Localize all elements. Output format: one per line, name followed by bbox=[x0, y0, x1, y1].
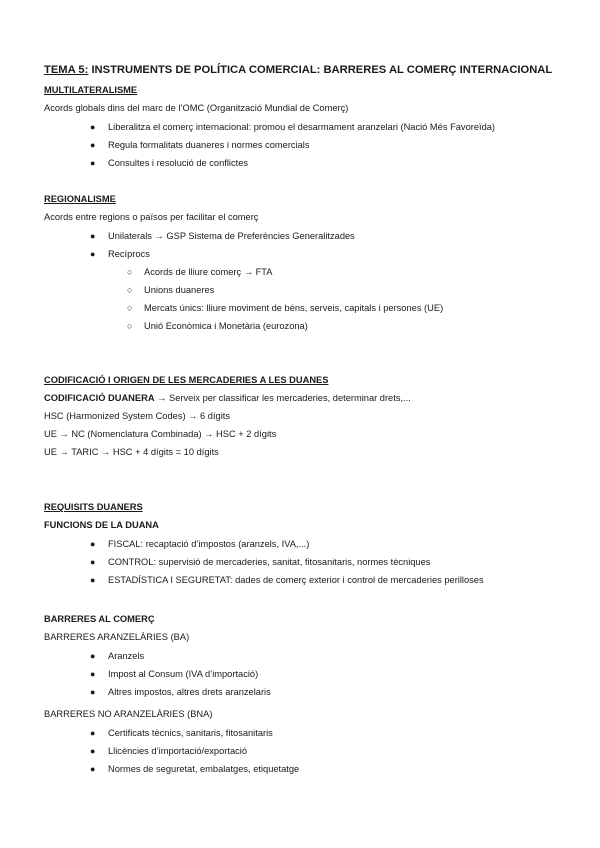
codificacio-duanera-text: → Serveix per classificar les mercaderies, determinar drets,... bbox=[154, 393, 411, 403]
bullet-icon: ● bbox=[90, 651, 96, 661]
bullet-icon: ● bbox=[90, 249, 96, 259]
codificacio-line-3: UE → NC (Nomenclatura Combinada) → HSC + 2 dígits bbox=[44, 429, 277, 439]
circle-bullet-icon: ○ bbox=[127, 321, 133, 331]
multilateralisme-intro: Acords globals dins del marc de l’OMC (Organització Mundial de Comerç) bbox=[44, 103, 349, 113]
bullet-icon: ● bbox=[90, 557, 96, 567]
list-item-text: FISCAL: recaptació d’impostos (aranzels, IVA,...) bbox=[108, 539, 310, 549]
list-item-text: Impost al Consum (IVA d’importació) bbox=[108, 669, 259, 679]
circle-bullet-icon: ○ bbox=[127, 267, 133, 277]
page-title bbox=[44, 64, 552, 76]
bullet-icon: ● bbox=[90, 122, 96, 132]
subheading-funcions: FUNCIONS DE LA DUANA bbox=[44, 520, 159, 530]
bullet-icon: ● bbox=[90, 746, 96, 756]
codificacio-line-4: UE → TARIC → HSC + 4 dígits = 10 dígits bbox=[44, 447, 219, 457]
heading-barreres: BARRERES AL COMERÇ bbox=[44, 614, 155, 624]
circle-bullet-icon: ○ bbox=[127, 285, 133, 295]
bullet-icon: ● bbox=[90, 669, 96, 679]
title-prefix: TEMA 5: bbox=[44, 64, 89, 76]
list-item-text: Unilaterals → GSP Sistema de Preferències Generalitzades bbox=[108, 231, 355, 241]
list-item-text: Altres impostos, altres drets aranzelaris bbox=[108, 687, 271, 697]
list-item-text: Normes de seguretat, embalatges, etiquetatge bbox=[108, 764, 300, 774]
list-item-text: Liberalitza el comerç internacional: promou el desarmament aranzelari (Nació Més Favoreïda) bbox=[108, 122, 496, 132]
list-item-text: Certificats tècnics, sanitaris, fitosanitaris bbox=[108, 728, 273, 738]
codificacio-line-1 bbox=[44, 392, 411, 404]
bullet-icon: ● bbox=[90, 539, 96, 549]
sub-list-item-text: Unions duaneres bbox=[144, 285, 215, 295]
regionalisme-intro: Acords entre regions o països per facilitar el comerç bbox=[44, 212, 259, 222]
list-item-text: Recíprocs bbox=[108, 249, 150, 259]
bullet-icon: ● bbox=[90, 728, 96, 738]
bullet-icon: ● bbox=[90, 764, 96, 774]
sub-list-item-text: Unió Econòmica i Monetària (eurozona) bbox=[144, 321, 308, 331]
bullet-icon: ● bbox=[90, 575, 96, 585]
codificacio-duanera-label: CODIFICACIÓ DUANERA bbox=[44, 393, 155, 403]
codificacio-line-2: HSC (Harmonized System Codes) → 6 dígits bbox=[44, 411, 230, 421]
bullet-icon: ● bbox=[90, 687, 96, 697]
sub-list-item-text: Mercats únics: lliure moviment de béns, serveis, capitals i persones (UE) bbox=[144, 303, 444, 313]
list-item-text: CONTROL: supervisió de mercaderies, sanitat, fitosanitaris, normes tècniques bbox=[108, 557, 431, 567]
heading-codificacio: CODIFICACIÓ I ORIGEN DE LES MERCADERIES A LES DUANES bbox=[44, 375, 329, 385]
barreres-ba-label: BARRERES ARANZELÀRIES (BA) bbox=[44, 632, 190, 642]
heading-regionalisme: REGIONALISME bbox=[44, 194, 116, 204]
bullet-icon: ● bbox=[90, 158, 96, 168]
list-item-text: ESTADÍSTICA I SEGURETAT: dades de comerç exterior i control de mercaderies perilloses bbox=[108, 575, 484, 585]
list-item-text: Regula formalitats duaneres i normes comercials bbox=[108, 140, 310, 150]
heading-requisits: REQUISITS DUANERS bbox=[44, 502, 143, 512]
list-item-text: Llicències d’importació/exportació bbox=[108, 746, 248, 756]
title-rest: INSTRUMENTS DE POLÍTICA COMERCIAL: BARRERES AL COMERÇ INTERNACIONAL bbox=[88, 64, 553, 76]
sub-list-item-text: Acords de lliure comerç → FTA bbox=[144, 267, 273, 277]
list-item-text: Consultes i resolució de conflictes bbox=[108, 158, 249, 168]
list-item-text: Aranzels bbox=[108, 651, 145, 661]
heading-multilateralisme: MULTILATERALISME bbox=[44, 85, 138, 95]
barreres-bna-label: BARRERES NO ARANZELÀRIES (BNA) bbox=[44, 709, 213, 719]
bullet-icon: ● bbox=[90, 140, 96, 150]
circle-bullet-icon: ○ bbox=[127, 303, 133, 313]
bullet-icon: ● bbox=[90, 231, 96, 241]
